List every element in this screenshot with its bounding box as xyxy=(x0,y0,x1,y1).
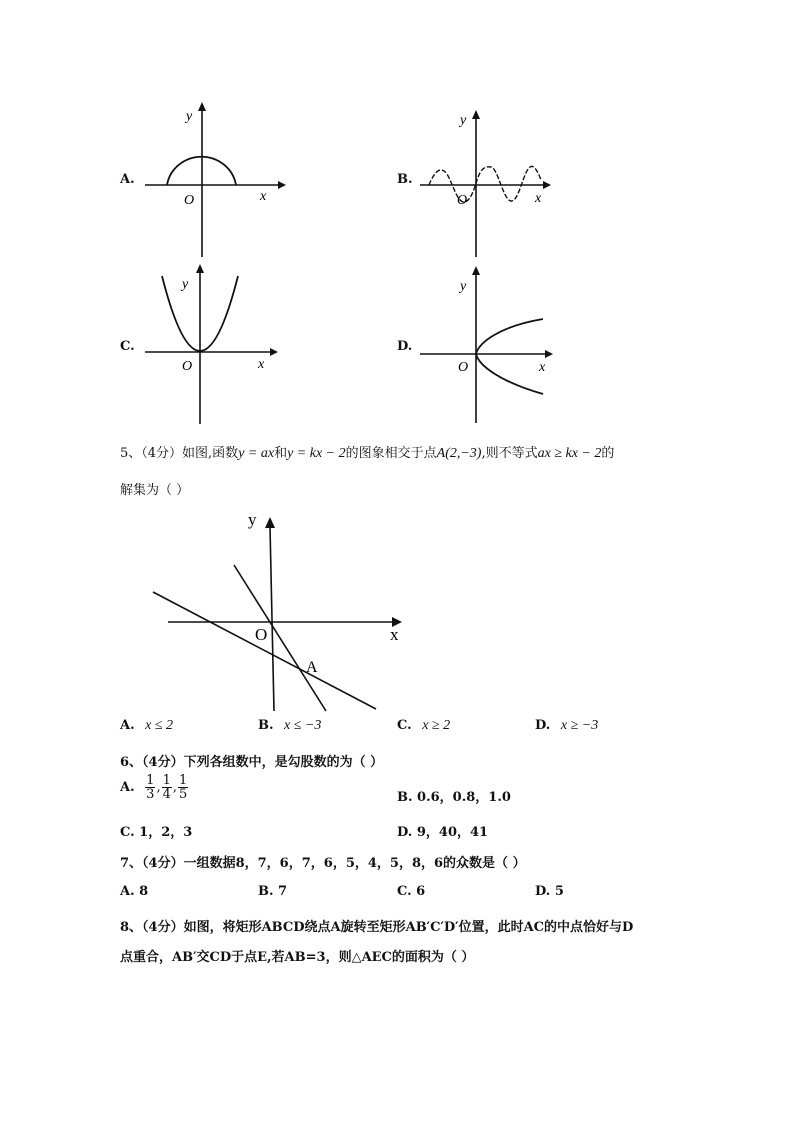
q6-option-d: D. 9，40，41 xyxy=(397,825,489,840)
q7-option-d: D. 5 xyxy=(535,884,564,899)
y-axis-label: y xyxy=(248,510,257,529)
q6-option-a xyxy=(120,774,189,801)
origin-label: O xyxy=(255,625,268,644)
x-axis-label: x xyxy=(539,360,546,375)
origin-label: O xyxy=(458,360,469,375)
x-axis-arrow xyxy=(545,350,553,358)
numerator: 1 xyxy=(162,773,171,788)
y-axis-label: y xyxy=(182,277,189,292)
y-axis-label: y xyxy=(186,109,193,124)
q7-stem: 7、（4分）一组数据8，7，6，7，6，5，4，5，8，6的众数是（ ） xyxy=(120,856,526,871)
q5-option-c-label: C. xyxy=(397,718,412,733)
q6-fraction-3 xyxy=(178,774,188,801)
x-axis-arrow xyxy=(543,181,551,189)
denominator: 5 xyxy=(179,787,188,802)
y-axis-label: y xyxy=(460,113,467,128)
q5-tail: ,则不等式 xyxy=(481,446,538,461)
option-c-label: C. xyxy=(120,339,135,354)
q5-end: 的 xyxy=(601,446,615,461)
numerator: 1 xyxy=(146,773,155,788)
q6-fraction-2 xyxy=(162,774,172,801)
sideways-parabola-curve xyxy=(476,319,543,394)
point-a-label: A xyxy=(306,659,318,676)
separator: , xyxy=(156,780,161,795)
line-y-kx-minus-2 xyxy=(153,592,376,709)
graph-a-semicircle xyxy=(140,100,290,260)
q5-option-d-label: D. xyxy=(535,718,551,733)
q8-stem-line2: 点重合，AB′交CD于点E,若AB=3，则△AEC的面积为（ ） xyxy=(120,950,475,965)
y-axis-arrow xyxy=(198,102,206,111)
q5-eq2: y = kx − 2 xyxy=(287,446,346,461)
origin-label: O xyxy=(182,359,193,374)
numerator: 1 xyxy=(179,773,188,788)
x-axis-label: x xyxy=(258,357,265,372)
x-axis-label: x xyxy=(535,191,542,206)
option-a-label: A. xyxy=(120,172,135,187)
q5-conj: 和 xyxy=(274,446,288,461)
graph-d-sideways-parabola xyxy=(415,260,565,430)
denominator: 4 xyxy=(162,787,171,802)
origin-label: O xyxy=(457,193,468,208)
q5-point: A(2,−3) xyxy=(436,446,482,461)
y-axis-label: y xyxy=(460,279,467,294)
q5-prefix: 5、（4分）如图,函数 xyxy=(120,446,239,461)
y-axis-arrow xyxy=(265,517,275,528)
q5-eq1: y = ax xyxy=(238,446,275,461)
q5-option-a-value: x ≤ 2 xyxy=(145,718,174,733)
y-axis xyxy=(270,527,274,711)
y-axis-arrow xyxy=(196,264,204,273)
line-y-ax xyxy=(234,565,326,711)
q7-option-a: A. 8 xyxy=(120,884,149,899)
q7-option-b: B. 7 xyxy=(258,884,288,899)
option-d-label: D. xyxy=(397,339,413,354)
q5-mid: 的图象相交于点 xyxy=(345,446,437,461)
sine-curve xyxy=(429,166,541,202)
x-axis-arrow xyxy=(270,348,278,356)
q5-option-b-label: B. xyxy=(258,718,274,733)
y-axis-arrow xyxy=(472,266,480,275)
q5-option-a xyxy=(120,718,173,734)
q6-option-a-label: A. xyxy=(120,780,135,795)
q5-inequality: ax ≥ kx − 2 xyxy=(537,446,602,461)
origin-label: O xyxy=(184,193,195,208)
x-axis-label: x xyxy=(390,625,399,644)
q5-option-a-label: A. xyxy=(120,718,135,733)
q7-option-c: C. 6 xyxy=(397,884,426,899)
q6-stem: 6、（4分）下列各组数中，是勾股数的为（ ） xyxy=(120,755,384,770)
x-axis-arrow xyxy=(278,181,286,189)
q5-stem-line1 xyxy=(120,442,614,462)
q5-stem-line2: 解集为（ ） xyxy=(120,483,190,498)
q5-option-b xyxy=(258,718,321,734)
option-b-label: B. xyxy=(397,172,413,187)
q6-option-b: B. 0.6，0.8，1.0 xyxy=(397,790,511,805)
denominator: 3 xyxy=(146,787,155,802)
q8-stem-line1: 8、（4分）如图，将矩形ABCD绕点A旋转至矩形AB′C′D′位置，此时AC的中点恰好与D xyxy=(120,920,634,935)
q5-option-d-value: x ≥ −3 xyxy=(560,718,599,733)
separator: , xyxy=(172,780,177,795)
q5-option-d xyxy=(535,718,598,734)
graph-b-sine xyxy=(415,100,565,260)
q5-option-b-value: x ≤ −3 xyxy=(284,718,322,733)
q5-line-figure xyxy=(140,505,420,720)
q5-option-c xyxy=(397,718,450,734)
graph-c-parabola xyxy=(140,260,290,430)
q5-option-c-value: x ≥ 2 xyxy=(422,718,451,733)
q6-option-c: C. 1，2，3 xyxy=(120,825,193,840)
q6-fraction-1 xyxy=(145,774,155,801)
y-axis-arrow xyxy=(472,110,480,119)
x-axis-label: x xyxy=(260,189,267,204)
